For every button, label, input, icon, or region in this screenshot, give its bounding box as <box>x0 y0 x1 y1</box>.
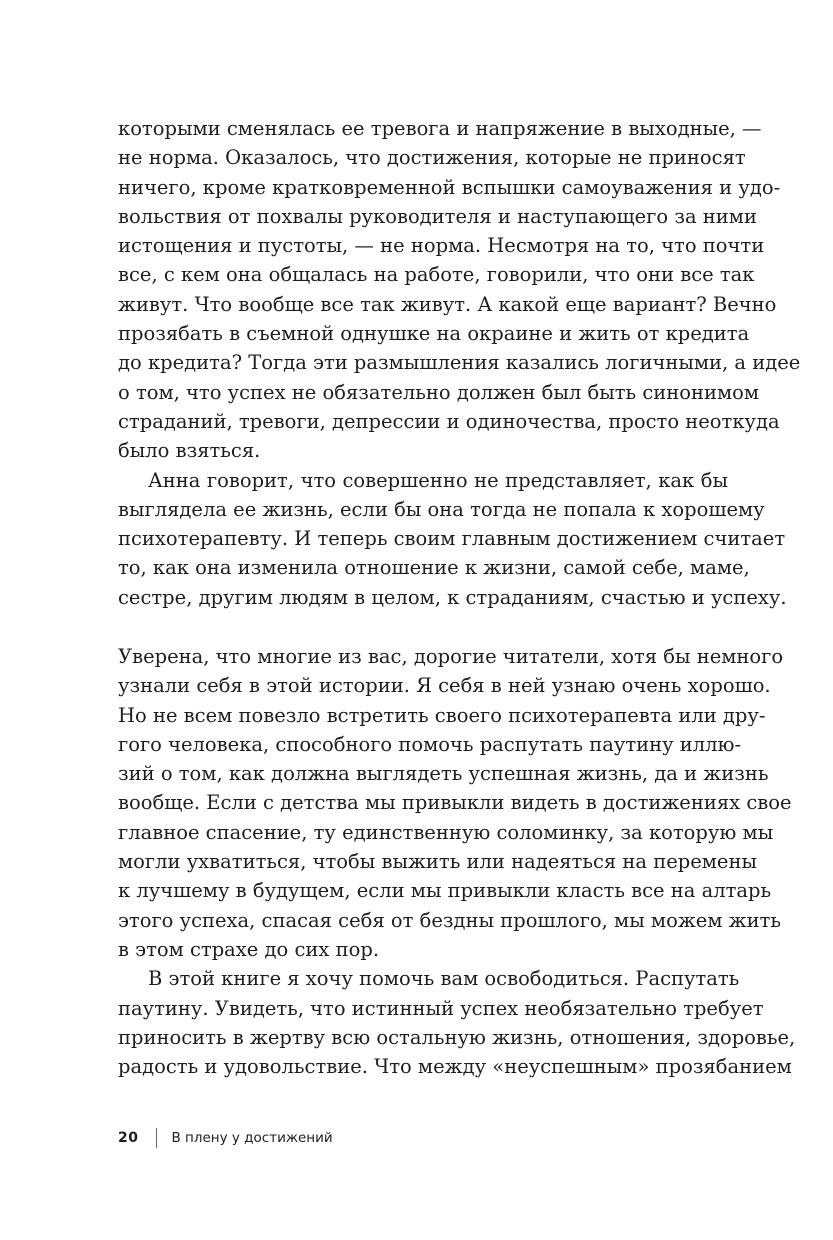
text-line: которыми сменялась ее тревога и напряжение в выходные, — <box>118 117 762 140</box>
text-line: было взяться. <box>118 439 261 463</box>
text-line: главное спасение, ту единственную соломинку, за которую мы <box>118 820 774 844</box>
page-number: 20 <box>118 1130 139 1146</box>
text-line: приносить в жертву всю остальную жизнь, отношения, здоровье, <box>118 1025 796 1049</box>
text-line: не норма. Оказалось, что достижения, которые не приносят <box>118 146 746 170</box>
text-line: сестре, другим людям в целом, к страданиям, счастью и успеху. <box>118 585 787 609</box>
text-line: зий о том, как должна выглядеть успешная жизнь, да и жизнь <box>118 762 769 786</box>
text-line: к лучшему в будущем, если мы привыкли класть все на алтарь <box>118 879 772 903</box>
text-line: психотерапевту. И теперь своим главным достижением считает <box>118 527 786 551</box>
text-line: выглядела ее жизнь, если бы она тогда не попала к хорошему <box>118 497 765 521</box>
paragraph <box>118 642 792 964</box>
text-line: вообще. Если с детства мы привыкли видеть в достижениях свое <box>118 791 792 815</box>
text-line: живут. Что вообще все так живут. А какой еще вариант? Вечно <box>118 292 777 316</box>
text-line: Уверена, что многие из вас, дорогие читатели, хотя бы немного <box>118 645 784 668</box>
paragraph <box>118 114 801 466</box>
text-line: все, с кем она общалась на работе, говорили, что они все так <box>118 263 755 287</box>
text-line: о том, что успех не обязательно должен был быть синонимом <box>118 380 760 404</box>
text-line: Анна говорит, что совершенно не представляет, как бы <box>148 468 728 492</box>
text-line: ничего, кроме кратковременной вспышки самоуважения и удо- <box>118 175 781 199</box>
text-line: в этом страхе до сих пор. <box>118 937 380 961</box>
text-line: Но не всем повезло встретить своего психотерапевта или дру- <box>118 703 766 727</box>
text-line: этого успеха, спасая себя от бездны прошлого, мы можем жить <box>118 908 782 932</box>
text-line: радость и удовольствие. Что между «неуспешным» прозябанием <box>118 1055 792 1079</box>
text-block-top <box>118 114 801 612</box>
text-line: могли ухватиться, чтобы выжить или надеяться на перемены <box>118 850 757 874</box>
text-line: В этой книге я хочу помочь вам освободиться. Распутать <box>148 967 740 991</box>
text-line: гого человека, способного помочь распутать паутину иллю- <box>118 732 742 756</box>
text-line: до кредита? Тогда эти размышления казались логичными, а идее <box>118 351 801 375</box>
text-line: паутину. Увидеть, что истинный успех необязательно требует <box>118 996 764 1020</box>
text-line: то, как она изменила отношение к жизни, самой себе, маме, <box>118 556 750 580</box>
text-block-bottom <box>118 642 796 1081</box>
page-footer <box>118 1126 333 1150</box>
running-title: В плену у достижений <box>171 1130 333 1146</box>
text-line: истощения и пустоты, — не норма. Несмотря на то, что почти <box>118 234 765 258</box>
text-line: прозябать в съемной однушке на окраине и жить от кредита <box>118 322 750 346</box>
paragraph <box>118 466 787 612</box>
paragraph <box>118 964 796 1081</box>
text-line: вольствия от похвалы руководителя и наступающего за ними <box>118 204 757 228</box>
footer-divider <box>156 1128 157 1148</box>
text-line: узнали себя в этой истории. Я себя в ней узнаю очень хорошо. <box>118 674 771 698</box>
text-line: страданий, тревоги, депрессии и одиночества, просто неоткуда <box>118 409 780 433</box>
